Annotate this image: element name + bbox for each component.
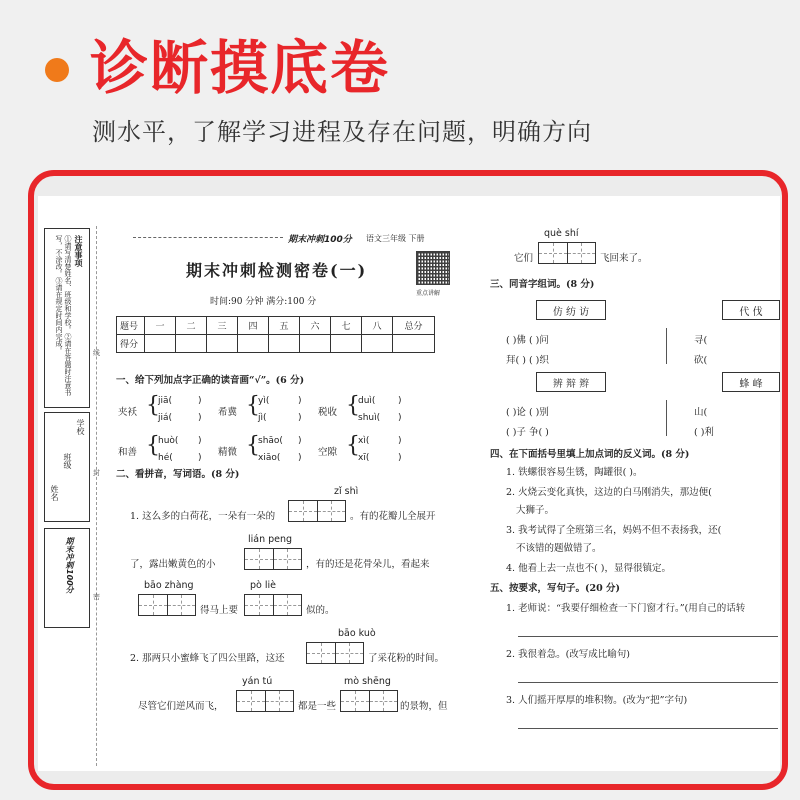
header-rule bbox=[133, 237, 283, 238]
pinyin-option[interactable]: huò( bbox=[158, 436, 179, 446]
pinyin-option[interactable]: duì( bbox=[358, 396, 376, 406]
score-header-cell: 总分 bbox=[393, 317, 435, 335]
header-subject: 语文三年级 下册 bbox=[366, 234, 425, 243]
answer-line[interactable] bbox=[518, 728, 778, 729]
pinyin: què shí bbox=[544, 228, 579, 239]
pronunciation-word: 精微 bbox=[218, 447, 238, 458]
score-cell[interactable] bbox=[269, 335, 300, 353]
pinyin-option[interactable]: shuì( bbox=[358, 413, 381, 423]
score-cell[interactable] bbox=[331, 335, 362, 353]
pinyin-option-close: ) bbox=[198, 413, 202, 423]
pinyin: pò liè bbox=[250, 580, 276, 591]
banner-title: 诊断摸底卷 bbox=[90, 34, 391, 102]
pinyin-option[interactable]: jì( bbox=[258, 413, 267, 423]
pinyin-option-close: ) bbox=[298, 396, 302, 406]
sidebar-brand: 期末冲刺100分 bbox=[65, 537, 74, 594]
char-group: 蜂 峰 bbox=[722, 372, 780, 392]
pinyin-option[interactable]: xī( bbox=[358, 453, 370, 463]
question-line[interactable]: 4. 他看上去一点也不( )，显得很镇定。 bbox=[506, 563, 672, 574]
section-1-title: 一、给下列加点字正确的读音画“√”。(6 分) bbox=[116, 375, 305, 386]
notice-text: ①请写清楚姓名、班级和学校。②请在答题时注意书写，不涂改。③请在规定时间内完成。 bbox=[55, 235, 72, 396]
brace-icon: { bbox=[146, 433, 160, 458]
score-table bbox=[116, 316, 435, 353]
answer-grid[interactable] bbox=[538, 242, 596, 264]
notice-label: 注意事项 bbox=[74, 235, 84, 267]
score-header-cell: 二 bbox=[176, 317, 207, 335]
char-group: 辨 辩 辫 bbox=[536, 372, 606, 392]
divider bbox=[666, 400, 667, 436]
fill-row[interactable]: 砍( bbox=[694, 355, 708, 366]
fill-row[interactable]: ( )佛 ( )问 bbox=[506, 335, 549, 346]
answer-grid[interactable] bbox=[288, 500, 346, 522]
score-cell[interactable] bbox=[176, 335, 207, 353]
pinyin: lián peng bbox=[248, 534, 293, 545]
pinyin: yán tú bbox=[242, 676, 273, 687]
pinyin-option-close: ) bbox=[198, 436, 202, 446]
score-header-cell: 一 bbox=[145, 317, 176, 335]
answer-grid[interactable] bbox=[244, 548, 302, 570]
score-row-label: 得分 bbox=[117, 335, 145, 353]
sentence-text: 尽管它们逆风而飞， bbox=[138, 701, 224, 712]
school-label: 学校 bbox=[76, 419, 85, 435]
sentence-text: 都是一些 bbox=[298, 701, 337, 712]
score-header-cell: 题号 bbox=[117, 317, 145, 335]
sentence-text: ，有的还是花骨朵儿，看起来 bbox=[306, 559, 430, 570]
score-cell[interactable] bbox=[238, 335, 269, 353]
answer-grid[interactable] bbox=[236, 690, 294, 712]
pinyin-option-close: ) bbox=[298, 453, 302, 463]
pinyin-option[interactable]: xì( bbox=[358, 436, 370, 446]
name-label: 姓名 bbox=[50, 485, 59, 501]
divider bbox=[666, 328, 667, 364]
answer-grid[interactable] bbox=[340, 690, 398, 712]
question-line[interactable]: 2. 火烧云变化真快，这边的白马刚消失，那边便( bbox=[506, 487, 712, 498]
student-info-box bbox=[44, 412, 90, 522]
fill-row[interactable]: 山( bbox=[694, 407, 708, 418]
brace-icon: { bbox=[346, 433, 360, 458]
exam-info: 时间:90 分钟 满分:100 分 bbox=[210, 297, 317, 307]
score-cell[interactable] bbox=[300, 335, 331, 353]
pinyin: bāo zhàng bbox=[144, 580, 194, 591]
score-cell[interactable] bbox=[207, 335, 238, 353]
sentence-text: 似的。 bbox=[306, 605, 335, 616]
pinyin-option[interactable]: hé( bbox=[158, 453, 173, 463]
char-group: 代 伐 bbox=[722, 300, 780, 320]
sentence-text: 了，露出嫩黄色的小 bbox=[130, 559, 216, 570]
sentence-text: 的景物，但 bbox=[400, 701, 448, 712]
pinyin: mò shēng bbox=[344, 676, 391, 687]
pinyin-option[interactable]: jiá( bbox=[158, 413, 173, 423]
qr-label: 重点讲解 bbox=[416, 290, 441, 297]
section-4-title: 四、在下面括号里填上加点词的反义词。(8 分) bbox=[490, 449, 690, 460]
score-header-cell: 五 bbox=[269, 317, 300, 335]
sentence-text: 1. 这么多的白荷花，一朵有一朵的 bbox=[130, 511, 276, 522]
pinyin-option-close: ) bbox=[298, 436, 302, 446]
fill-row[interactable]: 寻( bbox=[694, 335, 708, 346]
question-line[interactable]: 1. 铁螺很容易生锈，陶罐很( )。 bbox=[506, 467, 643, 478]
cut-mark: 密 bbox=[93, 593, 100, 601]
brace-icon: { bbox=[146, 393, 160, 418]
sentence-text: 它们 bbox=[514, 253, 534, 264]
bullet-dot bbox=[45, 58, 69, 82]
answer-grid[interactable] bbox=[244, 594, 302, 616]
sentence-text: 。有的花瓣儿全展开 bbox=[350, 511, 436, 522]
score-cell[interactable] bbox=[362, 335, 393, 353]
fill-row[interactable]: 拜( ) ( )织 bbox=[506, 355, 549, 366]
cut-line bbox=[96, 226, 97, 766]
class-label: 班级 bbox=[63, 453, 72, 469]
section-3-title: 三、同音字组词。(8 分) bbox=[490, 279, 595, 290]
question-line: 大狮子。 bbox=[516, 505, 555, 516]
pronunciation-word: 夹袄 bbox=[118, 407, 138, 418]
cut-mark: 线 bbox=[93, 349, 100, 357]
brace-icon: { bbox=[246, 433, 260, 458]
banner-subtitle: 测水平，了解学习进程及存在问题，明确方向 bbox=[92, 118, 592, 146]
qr-code-icon[interactable] bbox=[416, 251, 450, 285]
score-cell[interactable] bbox=[393, 335, 435, 353]
question-line: 3. 人们摇开厚厚的堆积物。(改为“把”字句) bbox=[506, 695, 688, 706]
answer-grid[interactable] bbox=[138, 594, 196, 616]
score-header-cell: 七 bbox=[331, 317, 362, 335]
pinyin-option[interactable]: xiāo( bbox=[258, 453, 281, 463]
score-header-cell: 八 bbox=[362, 317, 393, 335]
answer-line[interactable] bbox=[518, 682, 778, 683]
exam-paper bbox=[38, 196, 780, 771]
char-group: 仿 纺 访 bbox=[536, 300, 606, 320]
pinyin-option-close: ) bbox=[198, 453, 202, 463]
sentence-text: 得马上要 bbox=[200, 605, 239, 616]
brace-icon: { bbox=[346, 393, 360, 418]
header-brand: 期末冲刺100分 bbox=[288, 235, 352, 245]
pinyin-option-close: ) bbox=[298, 413, 302, 423]
question-line[interactable]: 3. 我考试得了全班第三名，妈妈不但不表扬我，还( bbox=[506, 525, 722, 536]
pronunciation-word: 空隙 bbox=[318, 447, 338, 458]
exam-title: 期末冲刺检测密卷(一) bbox=[186, 261, 368, 280]
fill-row[interactable]: ( )论 ( )别 bbox=[506, 407, 549, 418]
pinyin-option-close: ) bbox=[398, 436, 402, 446]
question-line: 1. 老师说：“我要仔细检查一下门窗才行。”(用自己的话转 bbox=[506, 603, 746, 614]
pinyin-option-close: ) bbox=[198, 396, 202, 406]
pinyin: bāo kuò bbox=[338, 628, 376, 639]
score-header-cell: 三 bbox=[207, 317, 238, 335]
score-header-cell: 六 bbox=[300, 317, 331, 335]
cut-mark: 封 bbox=[93, 469, 100, 477]
fill-row[interactable]: ( )子 争( ) bbox=[506, 427, 549, 438]
score-header-cell: 四 bbox=[238, 317, 269, 335]
brace-icon: { bbox=[246, 393, 260, 418]
fill-row[interactable]: ( )利 bbox=[694, 427, 714, 438]
notice-box bbox=[44, 228, 90, 408]
pinyin-option[interactable]: yì( bbox=[258, 396, 270, 406]
pinyin-option-close: ) bbox=[398, 413, 402, 423]
pinyin-option-close: ) bbox=[398, 453, 402, 463]
section-5-title: 五、按要求，写句子。(20 分) bbox=[490, 583, 621, 594]
sentence-text: 2. 那两只小蜜蜂飞了四公里路，这还 bbox=[130, 653, 285, 664]
pinyin: zǐ shì bbox=[334, 486, 359, 497]
pinyin-option[interactable]: shāo( bbox=[258, 436, 283, 446]
pronunciation-word: 税收 bbox=[318, 407, 338, 418]
score-cell[interactable] bbox=[145, 335, 176, 353]
sentence-text: 飞回来了。 bbox=[600, 253, 648, 264]
exam-sidebar bbox=[44, 228, 90, 628]
sentence-text: 了采花粉的时间。 bbox=[368, 653, 445, 664]
pronunciation-word: 希冀 bbox=[218, 407, 238, 418]
answer-grid[interactable] bbox=[306, 642, 364, 664]
answer-line[interactable] bbox=[518, 636, 778, 637]
question-line: 2. 我很着急。(改写成比喻句) bbox=[506, 649, 630, 660]
pinyin-option-close: ) bbox=[398, 396, 402, 406]
brand-box bbox=[44, 528, 90, 628]
pinyin-option[interactable]: jiā( bbox=[158, 396, 173, 406]
question-line: 不该错的题做错了。 bbox=[516, 543, 602, 554]
section-2-title: 二、看拼音，写词语。(8 分) bbox=[116, 469, 240, 480]
pronunciation-word: 和善 bbox=[118, 447, 138, 458]
